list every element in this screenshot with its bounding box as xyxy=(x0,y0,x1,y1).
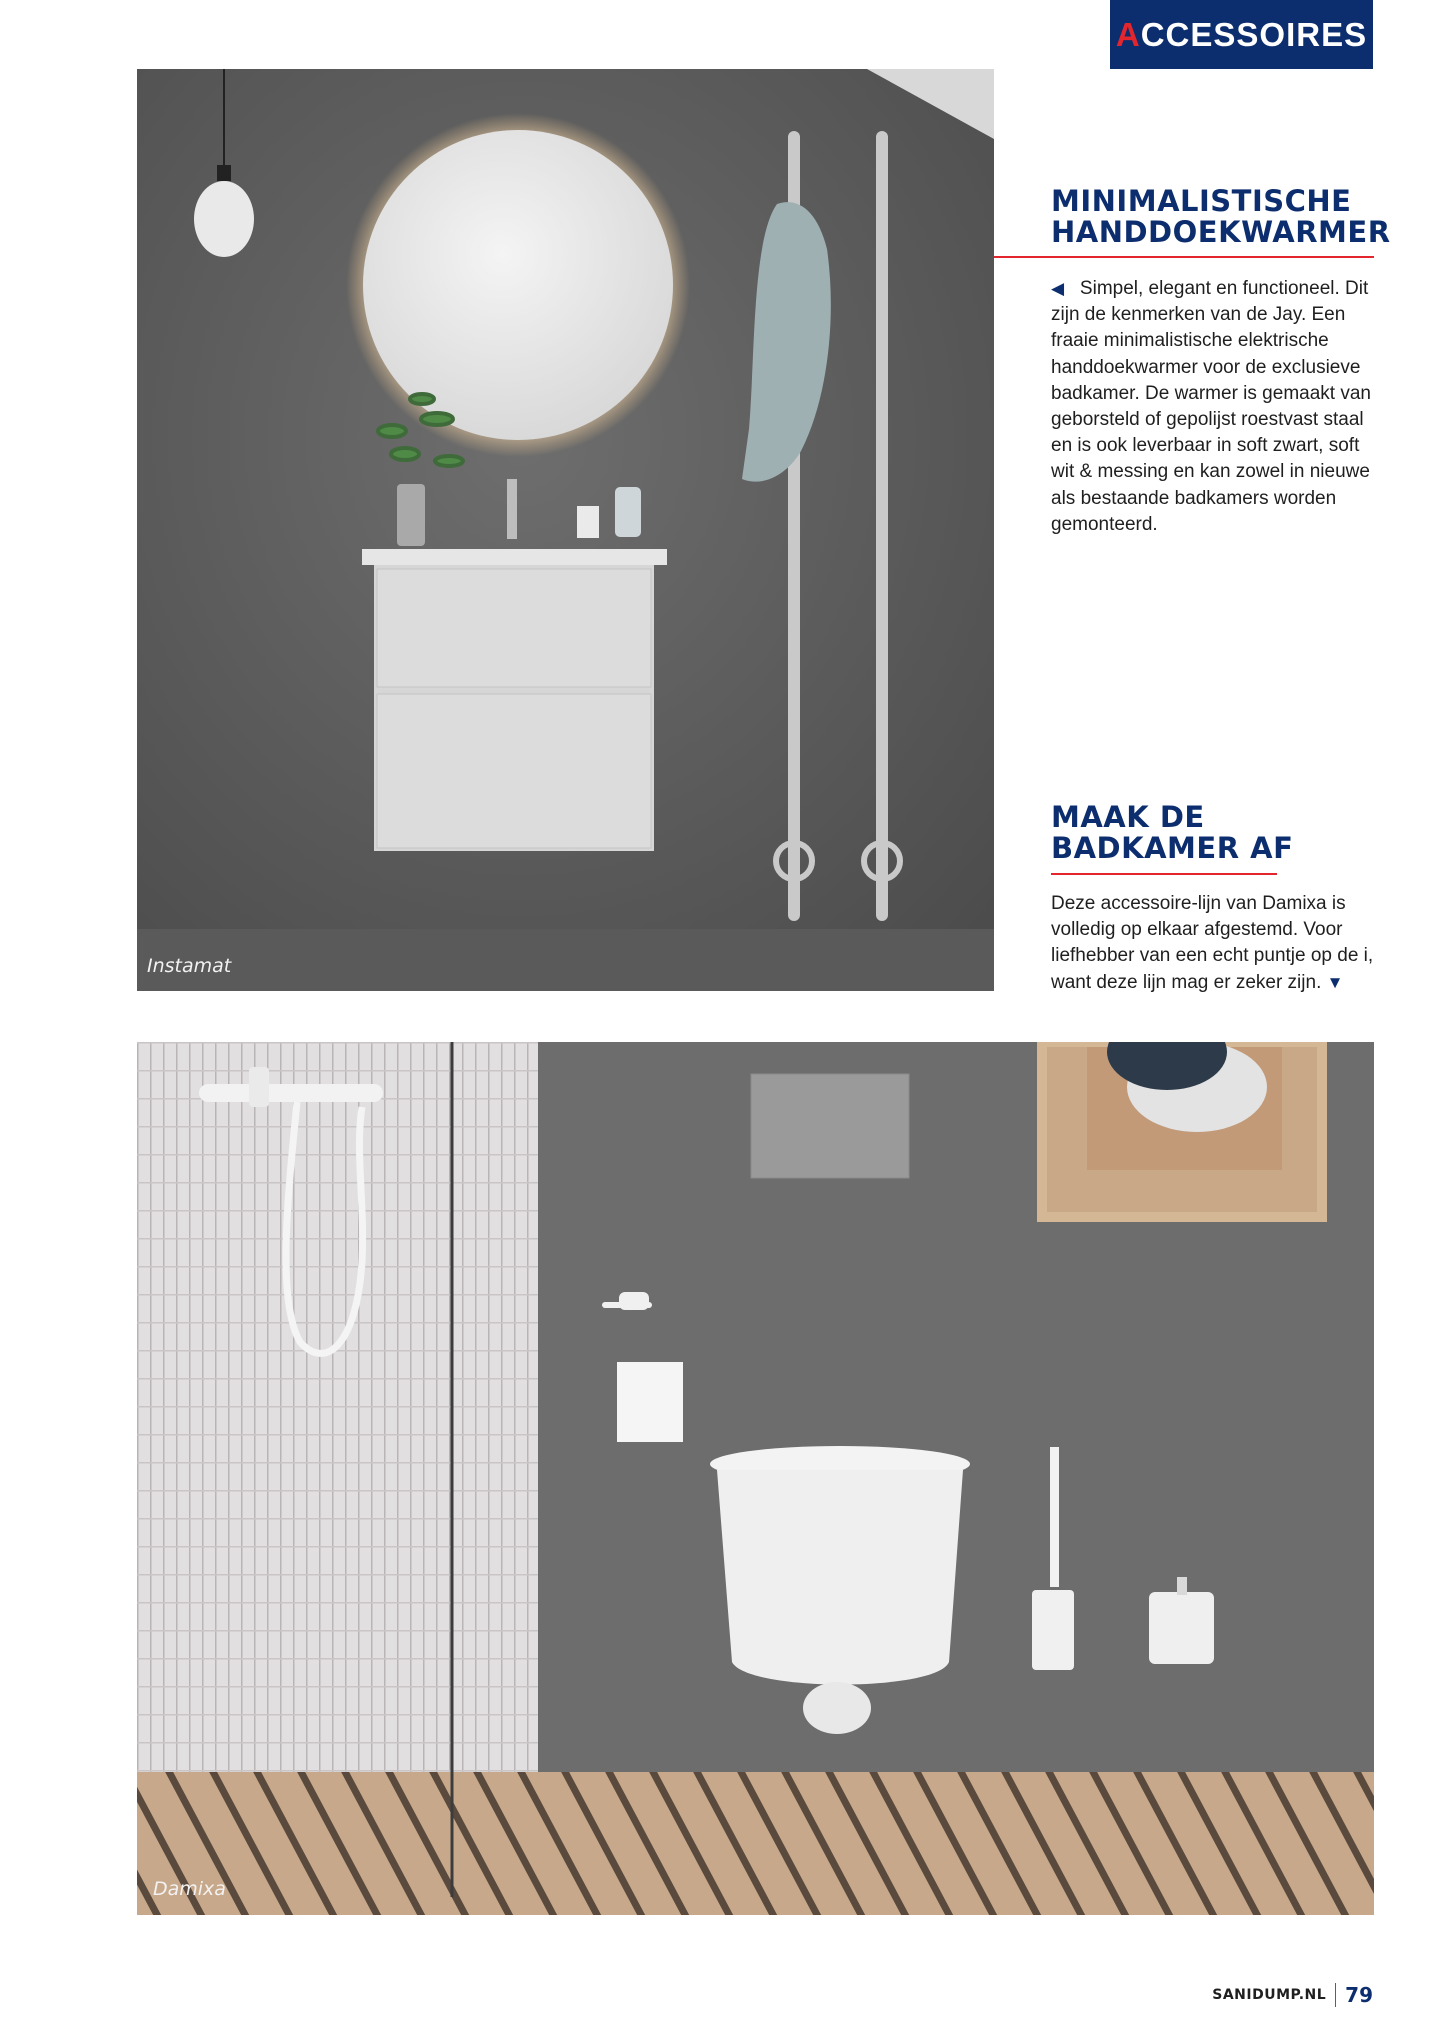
article-body-badkamer-af xyxy=(1051,891,1376,996)
heading-rule xyxy=(994,256,1374,258)
photo-credit-damixa: Damixa xyxy=(153,1878,226,1900)
photo-credit-instamat: Instamat xyxy=(147,955,232,977)
heading-rule xyxy=(1051,873,1277,875)
heading-line: BADKAMER AF xyxy=(1051,831,1294,865)
page-footer xyxy=(1212,1983,1373,2007)
heading-line: MINIMALISTISCHE xyxy=(1051,184,1352,218)
heading-badkamer-af xyxy=(1051,802,1293,864)
article-body-handdoekwarmer xyxy=(1051,276,1376,538)
footer-site: SANIDUMP.NL xyxy=(1212,1987,1327,2003)
left-arrow-icon: ◀ xyxy=(1051,279,1065,298)
section-tab-initial: A xyxy=(1115,15,1141,53)
footer-separator xyxy=(1335,1983,1336,2007)
article-text: Deze accessoire-lijn van Damixa is volledig op elkaar afgestemd. Voor liefhebber van een echt puntje op de i, want deze lijn mag er zeker zijn. xyxy=(1051,893,1374,993)
article-text: Simpel, elegant en functioneel. Dit zijn de kenmerken van de Jay. Een fraaie minimalistische elektrische handdoekwarmer voor de exclusieve badkamer. De warmer is gemaakt van geborsteld of gepolijst roestvast staal en is ook leverbaar in soft zwart, soft wit & messing en kan zowel in nieuwe als bestaande badkamers worden gemonteerd. xyxy=(1051,278,1371,535)
bathroom-photo-instamat xyxy=(137,69,994,991)
heading-handdoekwarmer xyxy=(1051,186,1391,248)
section-tab xyxy=(1110,0,1373,69)
down-arrow-icon: ▼ xyxy=(1326,972,1344,992)
heading-line: MAAK DE xyxy=(1051,800,1205,834)
page-number: 79 xyxy=(1345,1983,1373,2007)
section-tab-label: CCESSOIRES xyxy=(1140,15,1368,53)
heading-line: HANDDOEKWARMER xyxy=(1051,215,1391,249)
bathroom-photo-damixa xyxy=(137,1042,1374,1915)
